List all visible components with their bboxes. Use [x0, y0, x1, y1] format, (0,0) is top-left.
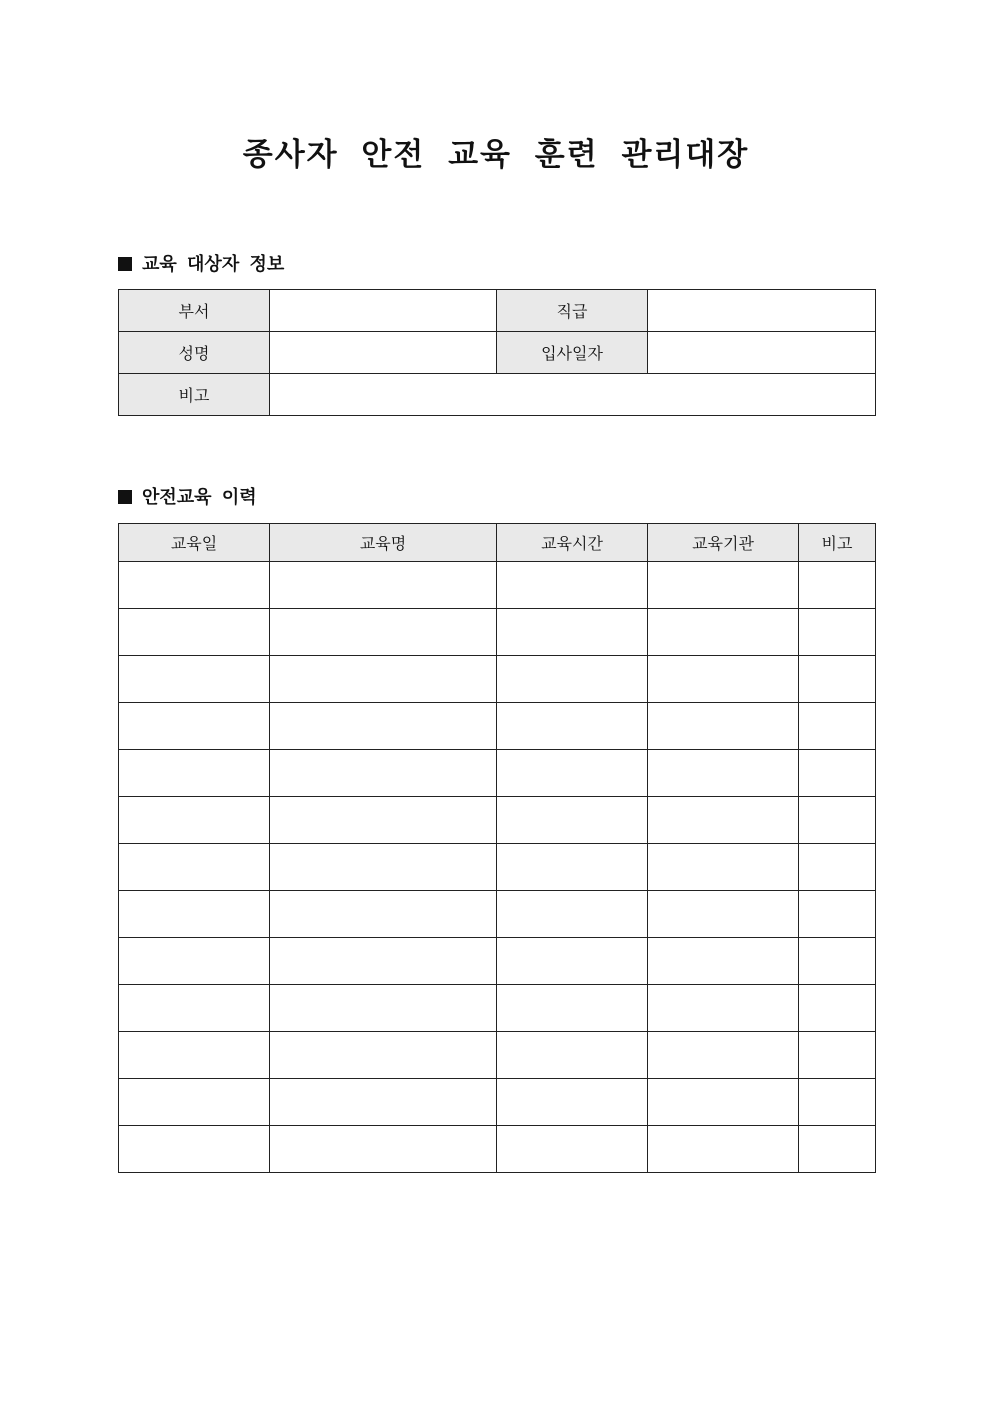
hire-date-field[interactable] [648, 332, 876, 374]
cell-training-date[interactable] [119, 1126, 270, 1173]
cell-training-institution[interactable] [648, 1079, 799, 1126]
cell-training-name[interactable] [270, 562, 497, 609]
cell-remarks[interactable] [799, 609, 876, 656]
cell-training-date[interactable] [119, 891, 270, 938]
cell-training-institution[interactable] [648, 938, 799, 985]
page-title: 종사자 안전 교육 훈련 관리대장 [242, 137, 750, 173]
cell-training-name[interactable] [270, 797, 497, 844]
cell-training-hours[interactable] [497, 562, 648, 609]
cell-training-name[interactable] [270, 703, 497, 750]
label-remarks: 비고 [119, 374, 270, 416]
section-heading-label: 안전교육 이력 [142, 487, 257, 508]
cell-training-hours[interactable] [497, 656, 648, 703]
cell-training-name[interactable] [270, 985, 497, 1032]
cell-training-hours[interactable] [497, 985, 648, 1032]
cell-training-name[interactable] [270, 656, 497, 703]
cell-training-hours[interactable] [497, 1032, 648, 1079]
cell-remarks[interactable] [799, 656, 876, 703]
cell-training-date[interactable] [119, 985, 270, 1032]
table-row [119, 797, 876, 844]
cell-training-date[interactable] [119, 844, 270, 891]
cell-remarks[interactable] [799, 797, 876, 844]
cell-training-hours[interactable] [497, 609, 648, 656]
table-row [119, 750, 876, 797]
cell-training-date[interactable] [119, 703, 270, 750]
cell-training-date[interactable] [119, 1079, 270, 1126]
section-heading-training-history [118, 486, 257, 510]
cell-training-name[interactable] [270, 938, 497, 985]
cell-remarks[interactable] [799, 1126, 876, 1173]
trainee-info-table [118, 289, 876, 416]
label-hire-date: 입사일자 [497, 332, 648, 374]
table-row [119, 1126, 876, 1173]
cell-training-hours[interactable] [497, 938, 648, 985]
cell-training-institution[interactable] [648, 797, 799, 844]
table-row [119, 562, 876, 609]
cell-training-name[interactable] [270, 1126, 497, 1173]
cell-training-date[interactable] [119, 656, 270, 703]
cell-training-hours[interactable] [497, 1079, 648, 1126]
cell-training-date[interactable] [119, 562, 270, 609]
cell-training-name[interactable] [270, 891, 497, 938]
cell-training-institution[interactable] [648, 562, 799, 609]
cell-training-name[interactable] [270, 1079, 497, 1126]
column-header-training-date: 교육일 [119, 524, 270, 562]
table-row [119, 703, 876, 750]
cell-training-hours[interactable] [497, 750, 648, 797]
square-bullet-icon [118, 257, 132, 271]
cell-training-date[interactable] [119, 938, 270, 985]
cell-remarks[interactable] [799, 938, 876, 985]
cell-training-institution[interactable] [648, 891, 799, 938]
label-position: 직급 [497, 290, 648, 332]
table-row [119, 374, 876, 416]
table-row [119, 290, 876, 332]
column-header-remarks: 비고 [799, 524, 876, 562]
table-row [119, 656, 876, 703]
cell-training-name[interactable] [270, 609, 497, 656]
column-header-training-institution: 교육기관 [648, 524, 799, 562]
section-heading-trainee-info [118, 253, 284, 277]
cell-training-institution[interactable] [648, 844, 799, 891]
training-history-table [118, 523, 876, 1173]
cell-training-hours[interactable] [497, 703, 648, 750]
department-field[interactable] [270, 290, 497, 332]
section-heading-label: 교육 대상자 정보 [142, 254, 285, 275]
cell-training-date[interactable] [119, 1032, 270, 1079]
name-field[interactable] [270, 332, 497, 374]
cell-training-hours[interactable] [497, 891, 648, 938]
cell-training-institution[interactable] [648, 750, 799, 797]
label-name: 성명 [119, 332, 270, 374]
cell-training-date[interactable] [119, 797, 270, 844]
cell-training-institution[interactable] [648, 1032, 799, 1079]
square-bullet-icon [118, 490, 132, 504]
cell-remarks[interactable] [799, 1079, 876, 1126]
cell-training-hours[interactable] [497, 797, 648, 844]
table-row [119, 985, 876, 1032]
column-header-training-hours: 교육시간 [497, 524, 648, 562]
table-row [119, 1032, 876, 1079]
cell-training-date[interactable] [119, 750, 270, 797]
table-row [119, 609, 876, 656]
table-header-row [119, 524, 876, 562]
cell-remarks[interactable] [799, 985, 876, 1032]
cell-training-date[interactable] [119, 609, 270, 656]
cell-training-institution[interactable] [648, 703, 799, 750]
cell-remarks[interactable] [799, 891, 876, 938]
cell-remarks[interactable] [799, 703, 876, 750]
cell-training-hours[interactable] [497, 1126, 648, 1173]
cell-training-institution[interactable] [648, 985, 799, 1032]
label-department: 부서 [119, 290, 270, 332]
cell-remarks[interactable] [799, 750, 876, 797]
cell-remarks[interactable] [799, 562, 876, 609]
remarks-field[interactable] [270, 374, 876, 416]
table-row [119, 1079, 876, 1126]
cell-remarks[interactable] [799, 844, 876, 891]
table-row [119, 891, 876, 938]
cell-training-name[interactable] [270, 1032, 497, 1079]
column-header-training-name: 교육명 [270, 524, 497, 562]
cell-training-institution[interactable] [648, 656, 799, 703]
table-row [119, 938, 876, 985]
cell-remarks[interactable] [799, 1032, 876, 1079]
cell-training-institution[interactable] [648, 1126, 799, 1173]
table-row [119, 332, 876, 374]
cell-training-institution[interactable] [648, 609, 799, 656]
cell-training-name[interactable] [270, 750, 497, 797]
cell-training-hours[interactable] [497, 844, 648, 891]
table-row [119, 844, 876, 891]
cell-training-name[interactable] [270, 844, 497, 891]
position-field[interactable] [648, 290, 876, 332]
